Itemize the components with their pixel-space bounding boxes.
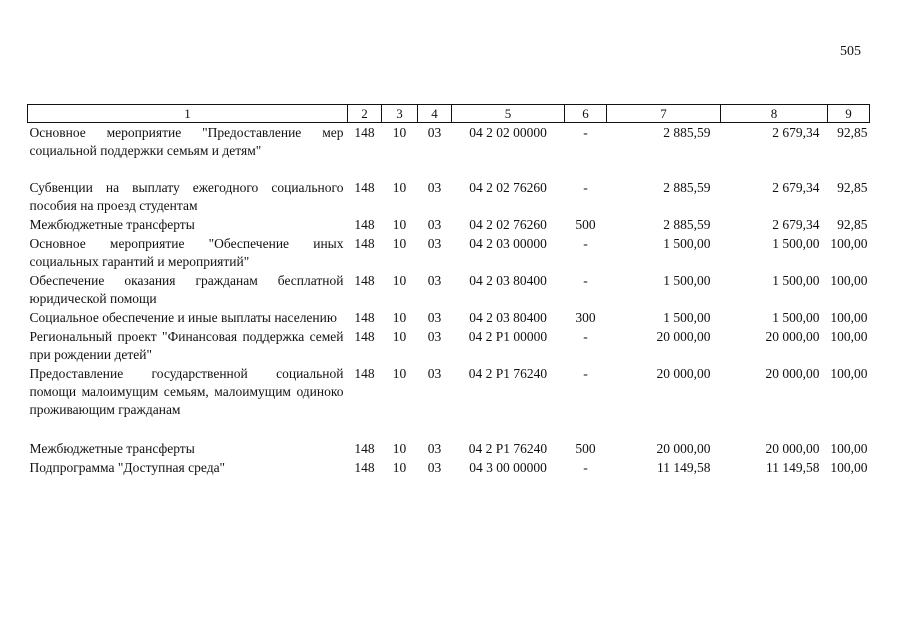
row-name: Межбюджетные трансферты (29, 217, 195, 232)
cell-c5: 04 2 03 00000 (469, 236, 547, 251)
column-header: 2 (348, 105, 382, 123)
cell-c4: 03 (427, 366, 442, 381)
column-header: 9 (828, 105, 870, 123)
cell-c3: 10 (392, 310, 407, 325)
cell-c6: - (583, 329, 588, 344)
cell-c4: 03 (427, 236, 442, 251)
cell-c5: 04 2 02 00000 (469, 125, 547, 140)
cell-c6: 300 (575, 310, 596, 325)
row-name: Межбюджетные трансферты (29, 441, 195, 456)
table-row (28, 364, 870, 439)
budget-table (27, 104, 870, 477)
table-row (28, 178, 870, 215)
cell-c2: 148 (354, 125, 375, 140)
header-row (28, 105, 870, 123)
cell-c5: 04 2 P1 00000 (468, 329, 548, 344)
cell-c5: 04 2 P1 76240 (468, 366, 548, 381)
column-header: 7 (607, 105, 721, 123)
cell-c7: 20 000,00 (656, 366, 711, 381)
column-header: 6 (565, 105, 607, 123)
cell-c5: 04 2 02 76260 (469, 217, 547, 232)
cell-c2: 148 (354, 217, 375, 232)
cell-c6: - (583, 460, 588, 475)
cell-c9: 92,85 (837, 125, 868, 140)
cell-c2: 148 (354, 180, 375, 195)
cell-c2: 148 (354, 236, 375, 251)
cell-c9: 92,85 (837, 217, 868, 232)
row-name: Социальное обеспечение и иные выплаты населению (29, 310, 337, 325)
cell-c6: 500 (575, 217, 596, 232)
table-row (28, 458, 870, 477)
column-header: 1 (28, 105, 348, 123)
cell-c9: 100,00 (830, 329, 868, 344)
cell-c7: 1 500,00 (663, 273, 711, 288)
row-name: Основное мероприятие "Предоставление мер социальной поддержки семьям и детям" (29, 125, 344, 158)
table-row (28, 234, 870, 271)
cell-c2: 148 (354, 310, 375, 325)
cell-c3: 10 (392, 125, 407, 140)
cell-c4: 03 (427, 125, 442, 140)
cell-c6: - (583, 180, 588, 195)
row-name: Предоставление государственной социальной помощи малоимущим семьям, малоимущим одиноко проживающим гражданам (29, 366, 344, 417)
row-name: Региональный проект "Финансовая поддержка семей при рождении детей" (29, 329, 344, 362)
column-header: 4 (418, 105, 452, 123)
row-name: Основное мероприятие "Обеспечение иных социальных гарантий и мероприятий" (29, 236, 344, 269)
page-number: 505 (840, 44, 861, 59)
cell-c9: 100,00 (830, 310, 868, 325)
cell-c4: 03 (427, 217, 442, 232)
cell-c5: 04 2 03 80400 (469, 310, 547, 325)
cell-c3: 10 (392, 366, 407, 381)
cell-c7: 1 500,00 (663, 236, 711, 251)
cell-c3: 10 (392, 180, 407, 195)
cell-c3: 10 (392, 441, 407, 456)
cell-c7: 2 885,59 (663, 217, 711, 232)
cell-c8: 20 000,00 (765, 441, 820, 456)
cell-c8: 1 500,00 (772, 236, 820, 251)
table-row (28, 123, 870, 179)
cell-c6: - (583, 236, 588, 251)
table-row (28, 215, 870, 234)
cell-c2: 148 (354, 441, 375, 456)
cell-c2: 148 (354, 273, 375, 288)
cell-c7: 2 885,59 (663, 180, 711, 195)
cell-c7: 1 500,00 (663, 310, 711, 325)
cell-c6: - (583, 125, 588, 140)
cell-c6: - (583, 366, 588, 381)
cell-c3: 10 (392, 273, 407, 288)
cell-c3: 10 (392, 460, 407, 475)
cell-c9: 100,00 (830, 366, 868, 381)
cell-c6: - (583, 273, 588, 288)
cell-c8: 2 679,34 (772, 125, 820, 140)
cell-c5: 04 3 00 00000 (469, 460, 547, 475)
cell-c5: 04 2 03 80400 (469, 273, 547, 288)
cell-c7: 20 000,00 (656, 441, 711, 456)
cell-c3: 10 (392, 217, 407, 232)
table-row (28, 271, 870, 308)
cell-c4: 03 (427, 441, 442, 456)
cell-c3: 10 (392, 329, 407, 344)
cell-c2: 148 (354, 460, 375, 475)
column-header: 3 (382, 105, 418, 123)
column-header: 5 (452, 105, 565, 123)
table-row (28, 327, 870, 364)
cell-c4: 03 (427, 329, 442, 344)
cell-c9: 100,00 (830, 460, 868, 475)
cell-c2: 148 (354, 366, 375, 381)
cell-c8: 20 000,00 (765, 329, 820, 344)
cell-c7: 11 149,58 (657, 460, 711, 475)
cell-c4: 03 (427, 180, 442, 195)
cell-c4: 03 (427, 460, 442, 475)
row-name: Субвенции на выплату ежегодного социального пособия на проезд студентам (29, 180, 344, 213)
cell-c7: 20 000,00 (656, 329, 711, 344)
cell-c8: 20 000,00 (765, 366, 820, 381)
row-name: Подпрограмма "Доступная среда" (29, 460, 226, 475)
cell-c5: 04 2 02 76260 (469, 180, 547, 195)
row-name: Обеспечение оказания гражданам бесплатной юридической помощи (29, 273, 344, 306)
cell-c8: 2 679,34 (772, 217, 820, 232)
table-row (28, 439, 870, 458)
cell-c8: 1 500,00 (772, 273, 820, 288)
cell-c6: 500 (575, 441, 596, 456)
cell-c7: 2 885,59 (663, 125, 711, 140)
table-row (28, 308, 870, 327)
cell-c9: 100,00 (830, 273, 868, 288)
cell-c9: 92,85 (837, 180, 868, 195)
cell-c9: 100,00 (830, 441, 868, 456)
cell-c2: 148 (354, 329, 375, 344)
cell-c4: 03 (427, 310, 442, 325)
column-header: 8 (721, 105, 828, 123)
cell-c8: 1 500,00 (772, 310, 820, 325)
cell-c4: 03 (427, 273, 442, 288)
cell-c3: 10 (392, 236, 407, 251)
cell-c9: 100,00 (830, 236, 868, 251)
cell-c5: 04 2 P1 76240 (468, 441, 548, 456)
cell-c8: 11 149,58 (766, 460, 820, 475)
cell-c8: 2 679,34 (772, 180, 820, 195)
